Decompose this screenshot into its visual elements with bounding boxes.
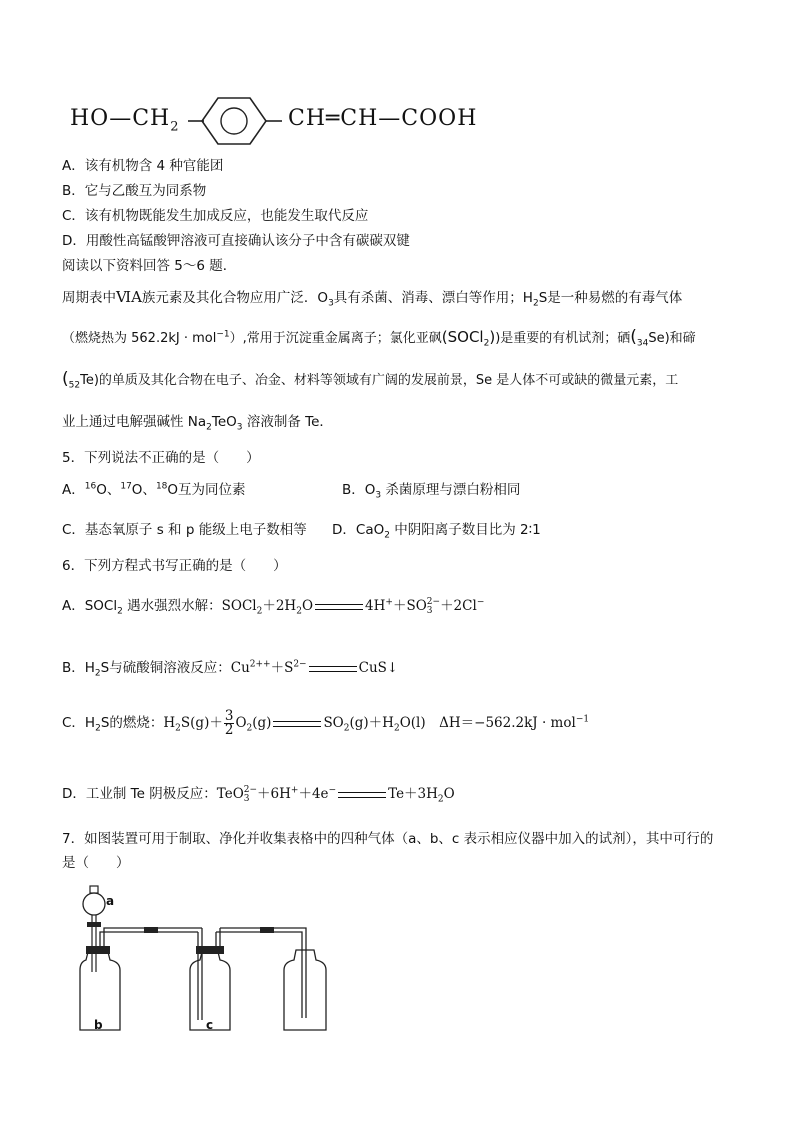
flask-b-icon — [80, 932, 120, 1030]
q4-option-a: A．该有机物含 4 种官能团 — [62, 158, 224, 174]
q4-option-b: B．它与乙酸互为同系物 — [62, 183, 207, 199]
q6-option-b: B．$H_2S$与硫酸铜溶液反应：$Cu^{2++}+S^{2-}$ CuS↓ — [62, 659, 399, 679]
q5-stem: 5．下列说法不正确的是（ ） — [62, 450, 260, 466]
fraction-three-halves: $\frac{3}{2}$ — [224, 708, 234, 738]
q7-stem-line-1: 7．如图装置可用于制取、净化并收集表格中的四种气体（a、b、c 表示相应仪器中加入的试剂），其中可行的 — [62, 831, 714, 847]
q4-option-d: D．用酸性高锰酸钾溶液可直接确认该分子中含有碳碳双键 — [62, 233, 410, 249]
q7-stem-line-2: 是（ ） — [62, 855, 130, 871]
q6-option-c: C．$H_2S$的燃烧：$H_2S(g)+$ $\frac{3}{2}$ $O_2(g)$ $SO_2(g)+H_2O(l)$ ΔH＝−562.2kJ · mol$^{-1}$ — [62, 708, 590, 738]
collecting-bottle-icon — [284, 950, 326, 1030]
q5-option-d: D．CaO$_2$ 中阴阳离子数目比为 2∶1 — [332, 522, 541, 541]
structural-formula — [70, 92, 510, 152]
q4-option-c: C．该有机物既能发生加成反应，也能发生取代反应 — [62, 208, 369, 224]
passage-line-3: $(_{52}Te)$的单质及其化合物在电子、冶金、材料等领域有广阔的发展前景，Se 是人体不可或缺的微量元素，工 — [62, 369, 679, 391]
intro-line: 阅读以下资料回答 5～6 题． — [62, 258, 237, 274]
equals-arrow-icon — [315, 604, 363, 610]
q5-option-c: C．基态氧原子 s 和 p 能级上电子数相等 — [62, 522, 307, 538]
label-c: c — [206, 1018, 214, 1032]
q5-option-b: B．$O_3$ 杀菌原理与漂白粉相同 — [342, 482, 521, 501]
formula-left-group: $HO—CH_2$ — [70, 106, 180, 135]
label-b: b — [94, 1018, 103, 1032]
passage-line-1: 周期表中ⅥA族元素及其化合物应用广泛．$O_3$具有杀菌、消毒、漂白等作用；$H_2S$是一种易燃的有毒气体 — [62, 288, 683, 309]
benzene-ring-icon — [188, 94, 282, 148]
gas-apparatus-diagram — [70, 882, 360, 1032]
equals-arrow-icon — [273, 721, 321, 727]
q5-option-a: A．$^{16}$O、$^{17}$O、$^{18}$O互为同位素 — [62, 481, 246, 498]
formula-right-group: CH═CH—COOH — [288, 106, 478, 131]
equals-arrow-icon — [338, 792, 386, 798]
flask-c-icon — [190, 928, 230, 1030]
label-a: a — [106, 894, 115, 908]
q6-stem: 6．下列方程式书写正确的是（ ） — [62, 558, 287, 574]
passage-line-4: 业上通过电解强碱性 $Na_2TeO_3$ 溶液制备 Te． — [62, 414, 333, 433]
q6-option-d: D．工业制 Te 阴极反应：TeO 2− 3 ＋6H+＋4e− $Te+3H_2O$ — [62, 784, 455, 805]
q6-option-a: A．SOCl$_2$ 遇水强烈水解：$SOCl_2+2H_2O$ 4H+＋SO 2− 3 ＋2Cl− — [62, 596, 485, 617]
passage-line-2: （燃烧热为 562.2kJ · mol$^{-1}$）,常用于沉淀重金属离子；氯化亚砜(SOCl$_2$))是重要的有机试剂；硒$(_{34}Se)$和碲 — [62, 327, 696, 349]
equals-arrow-icon — [309, 666, 357, 672]
